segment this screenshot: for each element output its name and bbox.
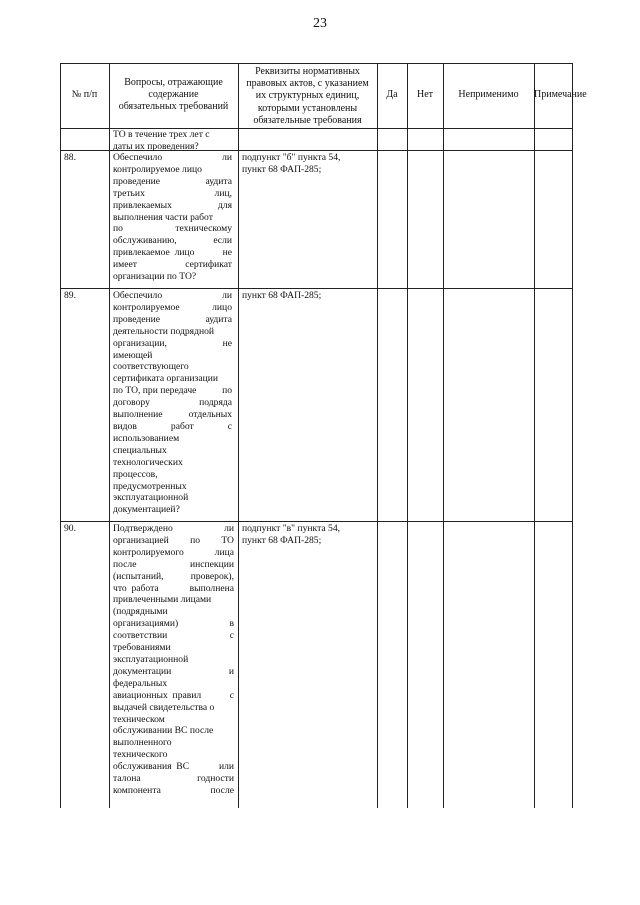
question-line: контролируемое лицо (113, 301, 232, 313)
question-line: (испытаний, проверок), (113, 570, 234, 582)
row-90-question: Подтверждено ли организацией по ТО контролируемого лица после инспекции (испытаний, проверок), что работа выполнена привлеченными лицами (подрядными организациями) в соответствии с требованиями эксплуатационной документации и федеральных авиационных правил с выдачей свидетельства о техническом обслуживании ВС после выполненного технического обслуживания ВС или талона годности компонента после (113, 523, 234, 796)
question-line: по ТО, при передаче по (113, 385, 232, 397)
header-requisites (240, 66, 375, 127)
question-line: талона годности (113, 773, 234, 785)
question-line: соответствии с (113, 630, 234, 642)
question-line: обслуживанию, если (113, 235, 232, 247)
question-line: привлекаемое лицо не (113, 247, 232, 259)
header-question-line: Вопросы, отражающие (124, 77, 223, 88)
header-requisites-line: Реквизиты нормативных (255, 66, 360, 77)
question-line: компонента после (113, 784, 234, 796)
header-requisites-line: обязательные требования (253, 114, 362, 126)
header-question-line: обязательных требований (118, 101, 229, 112)
header-note: Примечание (534, 89, 587, 100)
header-requisites-line: правовых актов, с указанием (246, 78, 369, 90)
row-89-num: 89. (64, 290, 76, 301)
row-88-requisites: подпункт "б" пункта 54, пункт 68 ФАП-285; (242, 152, 341, 175)
header-requisites-line: их структурных единиц, (255, 90, 360, 102)
header-requisites-line: которыми установлены (257, 102, 358, 114)
row-89-question: Обеспечило ли контролируемое лицо проведение аудита деятельности подрядной организации, не имеющей соответствующего сертификата организации по ТО, при передаче по договору подряда выполнение отдельных видов работ с использованием специальных технологических процессов, предусмотренных эксплуатационной документацией? (113, 290, 232, 516)
header-yes: Да (386, 89, 398, 100)
question-line: договору подряда (113, 397, 232, 409)
row-88-num: 88. (64, 152, 76, 163)
header-question-line: содержание (148, 89, 199, 100)
question-line: по техническому (113, 223, 232, 235)
question-line: документации и (113, 665, 234, 677)
question-line: третьих лиц, (113, 187, 232, 199)
row-90-num: 90. (64, 523, 76, 534)
question-line: Подтверждено ли (113, 523, 234, 534)
question-line: проведение аудита (113, 175, 232, 187)
row-89-requisites: пункт 68 ФАП-285; (242, 290, 322, 301)
question-line: обслуживания ВС или (113, 761, 234, 773)
header-num: № п/п (71, 89, 98, 100)
row-88-question: Обеспечило ли контролируемое лицо проведение аудита третьих лиц, привлекаемых для выполнения части работ по техническому обслуживанию, если привлекаемое лицо не имеет сертификат организации по ТО? (113, 152, 232, 283)
question-line: Обеспечило ли (113, 152, 232, 163)
continuation-text: ТО в течение трех лет с даты их проведения? (113, 129, 210, 152)
question-line: контролируемого лица (113, 546, 234, 558)
question-line: проведение аудита (113, 313, 232, 325)
question-line: организации, не (113, 337, 232, 349)
question-line: Обеспечило ли (113, 290, 232, 301)
row-90-requisites: подпункт "в" пункта 54, пункт 68 ФАП-285; (242, 523, 341, 546)
question-line: привлекаемых для (113, 199, 232, 211)
question-line: имеет сертификат (113, 259, 232, 271)
question-line: организациями) в (113, 618, 234, 630)
header-no: Нет (416, 89, 434, 100)
question-line: выполнение отдельных (113, 409, 232, 421)
question-line: что работа выполнена (113, 582, 234, 594)
header-na: Неприменимо (458, 89, 519, 100)
header-question (109, 77, 238, 113)
page-number: 23 (313, 16, 327, 31)
question-line: организацией по ТО (113, 534, 234, 546)
question-line: авиационных правил с (113, 689, 234, 701)
question-line: после инспекции (113, 558, 234, 570)
question-line: видов работ с (113, 420, 232, 432)
